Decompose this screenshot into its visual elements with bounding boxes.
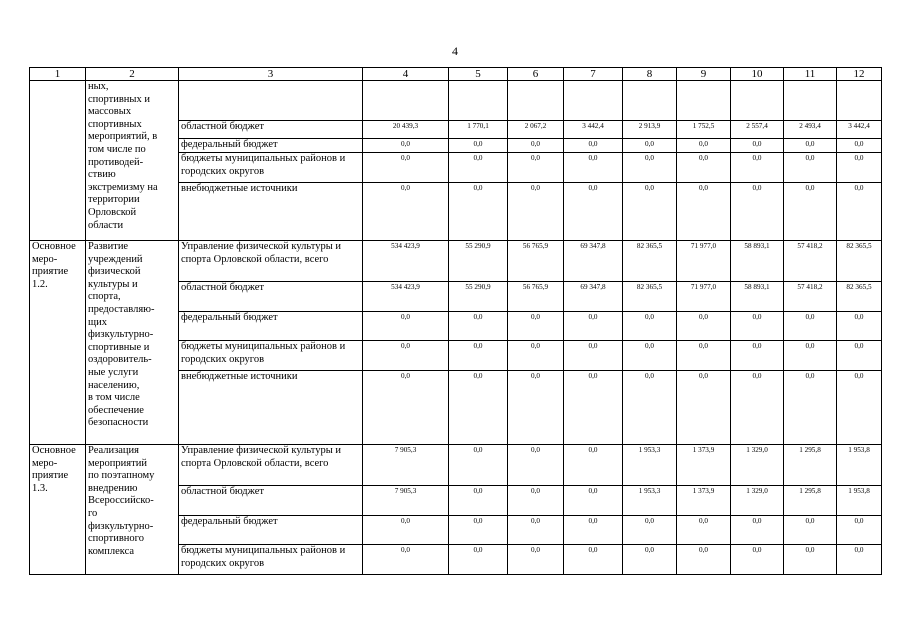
amount-cell: 0,0: [564, 341, 623, 371]
amount-cell: [564, 81, 623, 121]
amount-cell: 2 067,2: [508, 121, 564, 139]
amount-cell: 0,0: [363, 153, 449, 183]
amount-cell: 7 905,3: [363, 445, 449, 486]
amount-cell: [623, 81, 677, 121]
amount-cell: 0,0: [784, 312, 837, 341]
column-number: 4: [363, 68, 449, 81]
table-row: [30, 81, 882, 121]
column-number: 6: [508, 68, 564, 81]
amount-cell: 0,0: [363, 139, 449, 153]
column-number: 9: [677, 68, 731, 81]
event-number-cell: Основное меро- приятие 1.2.: [30, 241, 86, 445]
amount-cell: 0,0: [731, 545, 784, 575]
amount-cell: 0,0: [449, 445, 508, 486]
funding-source-cell: областной бюджет: [179, 282, 363, 312]
amount-cell: 0,0: [363, 371, 449, 445]
amount-cell: [449, 81, 508, 121]
amount-cell: 3 442,4: [564, 121, 623, 139]
amount-cell: 82 365,5: [837, 282, 882, 312]
funding-source-cell: федеральный бюджет: [179, 516, 363, 545]
amount-cell: 2 913,9: [623, 121, 677, 139]
amount-cell: 0,0: [731, 153, 784, 183]
amount-cell: 0,0: [564, 139, 623, 153]
amount-cell: 0,0: [837, 341, 882, 371]
amount-cell: 0,0: [837, 545, 882, 575]
amount-cell: [677, 81, 731, 121]
amount-cell: 0,0: [508, 341, 564, 371]
amount-cell: 69 347,8: [564, 241, 623, 282]
column-number: 11: [784, 68, 837, 81]
event-name-cell: Развитие учреждений физической культуры и спорта, предоставляю- щих физкультурно- спортивные и оздоровитель- ные услуги населению, в том числе обеспечение безопасности: [86, 241, 179, 445]
amount-cell: 1 953,8: [837, 486, 882, 516]
amount-cell: 0,0: [677, 139, 731, 153]
amount-cell: 82 365,5: [837, 241, 882, 282]
amount-cell: 71 977,0: [677, 282, 731, 312]
amount-cell: 1 373,9: [677, 486, 731, 516]
amount-cell: 58 893,1: [731, 282, 784, 312]
amount-cell: 0,0: [363, 341, 449, 371]
amount-cell: 0,0: [837, 139, 882, 153]
amount-cell: [731, 81, 784, 121]
event-name-cell: Реализация мероприятий по поэтапному внедрению Всероссийско- го физкультурно- спортивного комплекса: [86, 445, 179, 575]
amount-cell: 1 953,3: [623, 486, 677, 516]
amount-cell: 69 347,8: [564, 282, 623, 312]
amount-cell: 1 373,9: [677, 445, 731, 486]
amount-cell: 0,0: [784, 371, 837, 445]
amount-cell: 1 295,8: [784, 445, 837, 486]
amount-cell: 56 765,9: [508, 282, 564, 312]
amount-cell: 0,0: [677, 545, 731, 575]
funding-source-cell: внебюджетные источники: [179, 371, 363, 445]
amount-cell: 0,0: [508, 183, 564, 241]
amount-cell: [363, 81, 449, 121]
amount-cell: 0,0: [677, 341, 731, 371]
amount-cell: 0,0: [677, 312, 731, 341]
column-number: 7: [564, 68, 623, 81]
column-number: 1: [30, 68, 86, 81]
amount-cell: 0,0: [449, 139, 508, 153]
amount-cell: 57 418,2: [784, 282, 837, 312]
amount-cell: 0,0: [449, 486, 508, 516]
column-number: 3: [179, 68, 363, 81]
amount-cell: 0,0: [564, 312, 623, 341]
amount-cell: 0,0: [449, 341, 508, 371]
amount-cell: 1 329,0: [731, 445, 784, 486]
column-number: 2: [86, 68, 179, 81]
column-number: 8: [623, 68, 677, 81]
amount-cell: 0,0: [564, 445, 623, 486]
page-number: 4: [452, 44, 458, 58]
amount-cell: 0,0: [449, 371, 508, 445]
funding-source-cell: бюджеты муниципальных районов и городских округов: [179, 545, 363, 575]
amount-cell: 0,0: [677, 153, 731, 183]
amount-cell: 0,0: [784, 139, 837, 153]
amount-cell: 0,0: [784, 153, 837, 183]
amount-cell: 0,0: [623, 341, 677, 371]
amount-cell: 0,0: [363, 516, 449, 545]
amount-cell: 0,0: [508, 153, 564, 183]
funding-source-cell: бюджеты муниципальных районов и городских округов: [179, 341, 363, 371]
amount-cell: 0,0: [363, 183, 449, 241]
amount-cell: 0,0: [677, 183, 731, 241]
amount-cell: 0,0: [837, 312, 882, 341]
amount-cell: 0,0: [784, 545, 837, 575]
amount-cell: 534 423,9: [363, 241, 449, 282]
funding-source-cell: Управление физической культуры и спорта Орловской области, всего: [179, 445, 363, 486]
amount-cell: 0,0: [623, 312, 677, 341]
funding-source-cell: федеральный бюджет: [179, 312, 363, 341]
amount-cell: 55 290,9: [449, 241, 508, 282]
amount-cell: 0,0: [564, 371, 623, 445]
amount-cell: 20 439,3: [363, 121, 449, 139]
amount-cell: 0,0: [508, 545, 564, 575]
amount-cell: 0,0: [731, 341, 784, 371]
amount-cell: 58 893,1: [731, 241, 784, 282]
amount-cell: 0,0: [784, 341, 837, 371]
amount-cell: 1 953,8: [837, 445, 882, 486]
amount-cell: 55 290,9: [449, 282, 508, 312]
amount-cell: 0,0: [449, 312, 508, 341]
amount-cell: 0,0: [508, 139, 564, 153]
amount-cell: 2 493,4: [784, 121, 837, 139]
amount-cell: 0,0: [363, 545, 449, 575]
amount-cell: 0,0: [623, 183, 677, 241]
amount-cell: [837, 81, 882, 121]
amount-cell: 0,0: [508, 486, 564, 516]
amount-cell: 0,0: [837, 183, 882, 241]
amount-cell: 0,0: [731, 371, 784, 445]
amount-cell: 0,0: [449, 545, 508, 575]
amount-cell: 0,0: [508, 371, 564, 445]
amount-cell: 0,0: [837, 153, 882, 183]
amount-cell: 0,0: [564, 183, 623, 241]
table-row: [30, 241, 882, 282]
amount-cell: 534 423,9: [363, 282, 449, 312]
amount-cell: 0,0: [508, 516, 564, 545]
amount-cell: 1 770,1: [449, 121, 508, 139]
amount-cell: 0,0: [623, 139, 677, 153]
amount-cell: 0,0: [731, 139, 784, 153]
amount-cell: 0,0: [564, 516, 623, 545]
amount-cell: 3 442,4: [837, 121, 882, 139]
amount-cell: 0,0: [449, 516, 508, 545]
amount-cell: 71 977,0: [677, 241, 731, 282]
amount-cell: 7 905,3: [363, 486, 449, 516]
amount-cell: 0,0: [623, 516, 677, 545]
amount-cell: 57 418,2: [784, 241, 837, 282]
funding-source-cell: федеральный бюджет: [179, 139, 363, 153]
amount-cell: 1 295,8: [784, 486, 837, 516]
column-number: 10: [731, 68, 784, 81]
amount-cell: 0,0: [623, 153, 677, 183]
funding-source-cell: Управление физической культуры и спорта Орловской области, всего: [179, 241, 363, 282]
amount-cell: [784, 81, 837, 121]
column-number-row: [30, 68, 882, 81]
amount-cell: 0,0: [564, 486, 623, 516]
amount-cell: 0,0: [837, 371, 882, 445]
amount-cell: 0,0: [449, 183, 508, 241]
table-row: [30, 445, 882, 486]
amount-cell: 0,0: [731, 312, 784, 341]
amount-cell: 0,0: [623, 545, 677, 575]
amount-cell: 0,0: [363, 312, 449, 341]
amount-cell: 0,0: [677, 516, 731, 545]
funding-source-cell: [179, 81, 363, 121]
amount-cell: 0,0: [564, 545, 623, 575]
amount-cell: 1 329,0: [731, 486, 784, 516]
funding-source-cell: областной бюджет: [179, 486, 363, 516]
amount-cell: 82 365,5: [623, 282, 677, 312]
budget-table: [29, 67, 882, 575]
amount-cell: 0,0: [564, 153, 623, 183]
funding-source-cell: областной бюджет: [179, 121, 363, 139]
event-number-cell: Основное меро- приятие 1.3.: [30, 445, 86, 575]
amount-cell: 0,0: [449, 153, 508, 183]
amount-cell: 0,0: [508, 312, 564, 341]
amount-cell: [508, 81, 564, 121]
amount-cell: 2 557,4: [731, 121, 784, 139]
amount-cell: 0,0: [677, 371, 731, 445]
amount-cell: 1 953,3: [623, 445, 677, 486]
amount-cell: 0,0: [837, 516, 882, 545]
amount-cell: 0,0: [731, 183, 784, 241]
amount-cell: 0,0: [784, 516, 837, 545]
amount-cell: 56 765,9: [508, 241, 564, 282]
column-number: 12: [837, 68, 882, 81]
column-number: 5: [449, 68, 508, 81]
funding-source-cell: внебюджетные источники: [179, 183, 363, 241]
funding-source-cell: бюджеты муниципальных районов и городских округов: [179, 153, 363, 183]
event-number-cell: [30, 81, 86, 241]
amount-cell: 82 365,5: [623, 241, 677, 282]
amount-cell: 0,0: [784, 183, 837, 241]
amount-cell: 0,0: [508, 445, 564, 486]
amount-cell: 1 752,5: [677, 121, 731, 139]
amount-cell: 0,0: [731, 516, 784, 545]
amount-cell: 0,0: [623, 371, 677, 445]
event-name-cell: ных, спортивных и массовых спортивных мероприятий, в том числе по противодей- ствию экстремизму на территории Орловской области: [86, 81, 179, 241]
